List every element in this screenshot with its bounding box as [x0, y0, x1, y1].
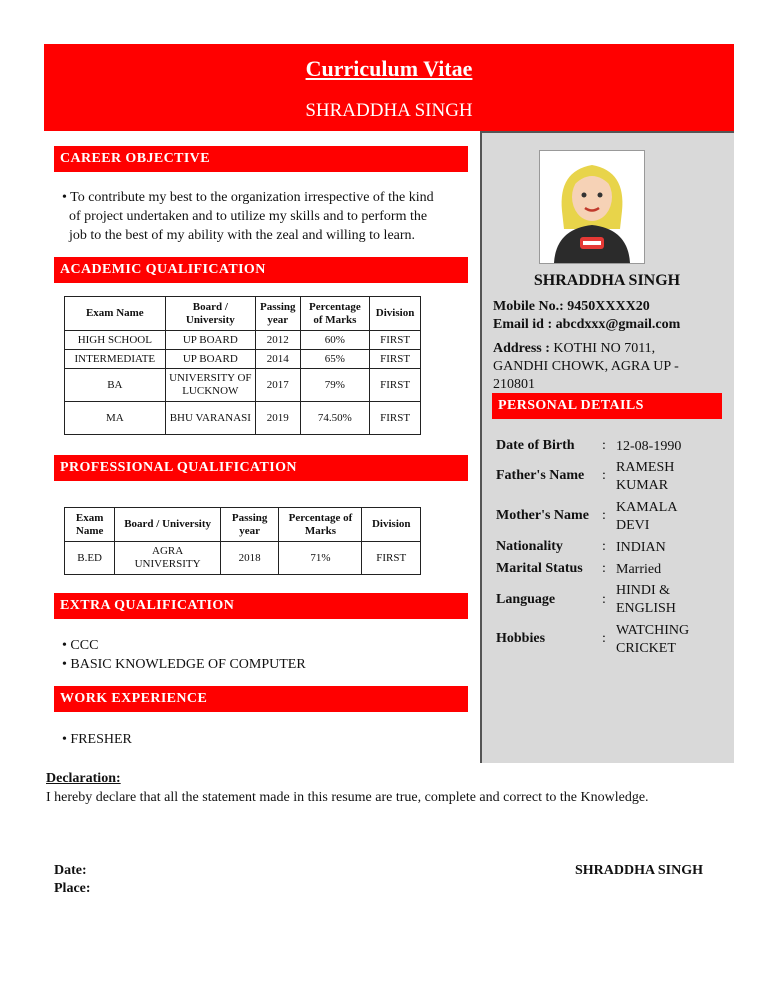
colon: :	[602, 539, 606, 554]
signature-name: SHRADDHA SINGH	[575, 863, 703, 878]
address-label: Address :	[493, 341, 550, 356]
table-cell: FIRST	[362, 542, 421, 575]
table-cell: UP BOARD	[165, 350, 255, 369]
professional-table	[64, 507, 421, 575]
table-header: Division	[370, 297, 421, 331]
table-row	[65, 369, 421, 402]
address-line: KOTHI NO 7011,	[549, 341, 656, 356]
colon: :	[602, 508, 606, 523]
colon: :	[602, 592, 606, 607]
mother-label: Mother's Name	[496, 508, 589, 523]
colon: :	[602, 438, 606, 453]
language-line: HINDI &	[616, 583, 671, 598]
table-cell: MA	[65, 402, 166, 435]
mother-line: KAMALA	[616, 500, 678, 515]
table-cell: UP BOARD	[165, 331, 255, 350]
section-academic-qualification: ACADEMIC QUALIFICATION	[54, 257, 468, 283]
cv-title: Curriculum Vitae	[305, 56, 473, 81]
objective-line: of project undertaken and to utilize my skills and to perform the	[69, 209, 428, 224]
table-cell: 60%	[300, 331, 370, 350]
table-cell: B.ED	[65, 542, 115, 575]
colon: :	[602, 468, 606, 483]
father-label: Father's Name	[496, 468, 585, 483]
marital-label: Marital Status	[496, 561, 583, 576]
hobbies-value	[616, 622, 716, 658]
hobbies-line: WATCHING	[616, 623, 690, 638]
colon: :	[602, 631, 606, 646]
language-line: ENGLISH	[616, 601, 676, 616]
table-header-row	[65, 297, 421, 331]
table-cell: 2019	[255, 402, 300, 435]
table-cell: HIGH SCHOOL	[65, 331, 166, 350]
table-cell: AGRA UNIVERSITY	[115, 542, 221, 575]
hobbies-line: CRICKET	[616, 641, 676, 656]
table-cell: FIRST	[370, 331, 421, 350]
list-item: • BASIC KNOWLEDGE OF COMPUTER	[62, 657, 306, 672]
mobile-number: Mobile No.: 9450XXXX20	[493, 299, 650, 314]
profile-name: SHRADDHA SINGH	[533, 272, 681, 289]
header-name: SHRADDHA SINGH	[305, 100, 473, 121]
table-cell: 2014	[255, 350, 300, 369]
table-header: Percentage of Marks	[300, 297, 370, 331]
table-cell: FIRST	[370, 402, 421, 435]
objective-line: • To contribute my best to the organization irrespective of the kind	[62, 190, 434, 205]
nationality-label: Nationality	[496, 539, 563, 554]
objective-line: job to the best of my ability with the zeal and willing to learn.	[69, 228, 416, 243]
address-line: GANDHI CHOWK, AGRA UP -	[493, 359, 679, 374]
career-objective-text	[62, 188, 472, 245]
table-cell: 65%	[300, 350, 370, 369]
father-value	[616, 459, 716, 495]
section-professional-qualification: PROFESSIONAL QUALIFICATION	[54, 455, 468, 481]
table-cell: 2018	[220, 542, 278, 575]
table-header-row	[65, 508, 421, 542]
hobbies-label: Hobbies	[496, 631, 546, 646]
list-item: • CCC	[62, 638, 99, 653]
dob-value: 12-08-1990	[616, 439, 682, 454]
date-label: Date:	[54, 863, 87, 878]
table-cell: 74.50%	[300, 402, 370, 435]
list-item: • FRESHER	[62, 732, 132, 747]
table-header: Exam Name	[65, 508, 115, 542]
academic-table	[64, 296, 421, 435]
table-cell: BA	[65, 369, 166, 402]
table-cell: 2012	[255, 331, 300, 350]
section-work-experience: WORK EXPERIENCE	[54, 686, 468, 712]
table-row	[65, 350, 421, 369]
extra-list	[62, 636, 306, 674]
mother-value	[616, 499, 716, 535]
table-header: Division	[362, 508, 421, 542]
language-label: Language	[496, 592, 556, 607]
cv-header	[44, 44, 734, 131]
table-header: Passing year	[255, 297, 300, 331]
table-row	[65, 542, 421, 575]
table-header: Percentage of Marks	[279, 508, 362, 542]
nationality-value: INDIAN	[616, 540, 666, 555]
colon: :	[602, 561, 606, 576]
declaration-text: I hereby declare that all the statement made in this resume are true, complete and correct to the Knowledge.	[46, 790, 649, 805]
section-career-objective: CAREER OBJECTIVE	[54, 146, 468, 172]
table-cell: INTERMEDIATE	[65, 350, 166, 369]
table-header: Passing year	[220, 508, 278, 542]
profile-photo	[539, 150, 645, 264]
section-extra-qualification: EXTRA QUALIFICATION	[54, 593, 468, 619]
table-header: Board / University	[115, 508, 221, 542]
table-cell: 2017	[255, 369, 300, 402]
table-header: Board / University	[165, 297, 255, 331]
marital-value: Married	[616, 562, 662, 577]
table-row	[65, 331, 421, 350]
table-header: Exam Name	[65, 297, 166, 331]
table-cell: BHU VARANASI	[165, 402, 255, 435]
place-label: Place:	[54, 881, 91, 896]
address	[493, 340, 718, 394]
address-line: 210801	[493, 377, 535, 392]
section-personal-details: PERSONAL DETAILS	[492, 393, 722, 419]
table-cell: FIRST	[370, 350, 421, 369]
email-address: Email id : abcdxxx@gmail.com	[493, 317, 681, 332]
dob-label: Date of Birth	[496, 438, 575, 453]
father-line: RAMESH	[616, 460, 675, 475]
avatar-icon	[540, 151, 644, 263]
declaration-title: Declaration:	[46, 771, 121, 786]
father-line: KUMAR	[616, 478, 669, 493]
table-cell: UNIVERSITY OF LUCKNOW	[165, 369, 255, 402]
table-cell: 71%	[279, 542, 362, 575]
mother-line: DEVI	[616, 518, 650, 533]
table-row	[65, 402, 421, 435]
language-value	[616, 582, 716, 618]
table-cell: 79%	[300, 369, 370, 402]
table-cell: FIRST	[370, 369, 421, 402]
work-list	[62, 730, 132, 749]
